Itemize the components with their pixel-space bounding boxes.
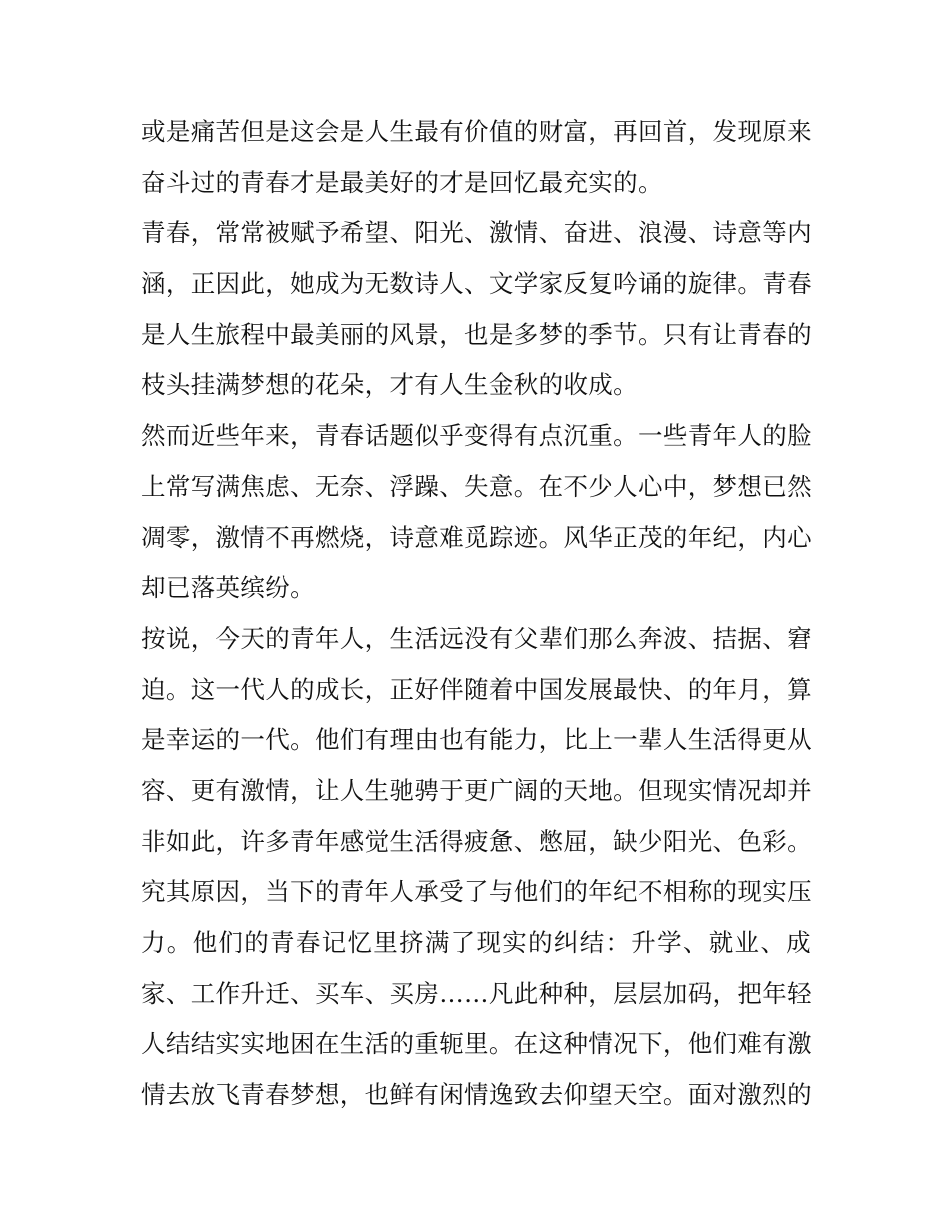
text-line: 非如此，许多青年感觉生活得疲惫、憋屈，缺少阳光、色彩。 <box>141 826 812 856</box>
text-line: 涵，正因此，她成为无数诗人、文学家反复吟诵的旋律。青春 <box>141 269 812 299</box>
text-line: 人结结实实地困在生活的重轭里。在这种情况下，他们难有激 <box>141 1029 812 1059</box>
text-line: 青春，常常被赋予希望、阳光、激情、奋进、浪漫、诗意等内 <box>141 218 812 248</box>
text-line: 然而近些年来，青春话题似乎变得有点沉重。一些青年人的脸 <box>141 421 812 451</box>
text-line: 容、更有激情，让人生驰骋于更广阔的天地。但现实情况却并 <box>141 775 812 805</box>
text-line: 迫。这一代人的成长，正好伴随着中国发展最快、的年月，算 <box>141 674 812 704</box>
text-line: 力。他们的青春记忆里挤满了现实的纠结：升学、就业、成 <box>141 928 811 957</box>
text-line: 家、工作升迁、买车、买房……凡此种种，层层加码，把年轻 <box>141 978 812 1008</box>
text-line: 是人生旅程中最美丽的风景，也是多梦的季节。只有让青春的 <box>141 319 812 349</box>
text-line: 按说，今天的青年人，生活远没有父辈们那么奔波、拮据、窘 <box>141 623 812 653</box>
text-line: 或是痛苦但是这会是人生最有价值的财富，再回首，发现原来 <box>141 117 812 146</box>
text-line: 是幸运的一代。他们有理由也有能力，比上一辈人生活得更从 <box>141 725 812 755</box>
text-line: 凋零，激情不再燃烧，诗意难觅踪迹。风华正茂的年纪，内心 <box>141 522 812 552</box>
body-text <box>141 107 811 1121</box>
text-line: 究其原因，当下的青年人承受了与他们的年纪不相称的现实压 <box>141 877 812 907</box>
text-line: 奋斗过的青春才是最美好的才是回忆最充实的。 <box>141 167 663 197</box>
text-line: 却已落英缤纷。 <box>141 573 315 603</box>
text-line: 上常写满焦虑、无奈、浮躁、失意。在不少人心中，梦想已然 <box>141 471 812 501</box>
text-line: 情去放飞青春梦想，也鲜有闲情逸致去仰望天空。面对激烈的 <box>141 1080 812 1110</box>
text-line: 枝头挂满梦想的花朵，才有人生金秋的收成。 <box>141 370 638 400</box>
